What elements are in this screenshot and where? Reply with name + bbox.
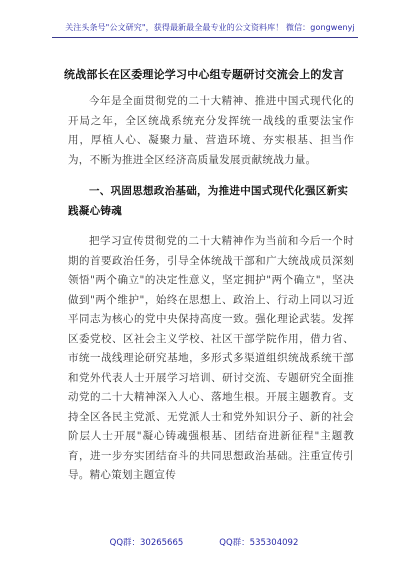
document-title: 统战部长在区委理论学习中心组专题研讨交流会上的发言 (64, 68, 344, 81)
footer-qq-group-1: QQ群：30265665 (109, 538, 184, 548)
footer (0, 536, 408, 548)
section-1-paragraph: 把学习宣传贯彻党的二十大精神作为当前和今后一个时期的首要政治任务，引导全体统战干部和广大统战成员深刻领悟"两个确立"的决定性意义，坚定拥护"两个确立"，坚决做到"两个维护"，始终在思想上、政治上、行动上同以习近平同志为核心的党中央保持高度一致。强化理论武装。发挥区委党校、区社会主义学校、社区干部学院作用，借力省、市统一战线理论研究基地，多形式多渠道组织统战系统干部和党外代表人士开展学习培训、研讨交流、专题研究全面推动党的二十大精神深入人心、落地生根。开展主题教育。支持全区各民主党派、无党派人士和党外知识分子、新的社会阶层人士开展"凝心铸魂强根基、团结奋进新征程"主题教育，进一步夯实团结奋斗的共同思想政治基础。注重宣传引导。精心策划主题宣传 (68, 235, 354, 481)
header-divider (52, 37, 358, 38)
intro-paragraph: 今年是全面贯彻党的二十大精神、推进中国式现代化的开局之年，全区统战系统充分发挥统一战线的重要法宝作用，厚植人心、凝聚力量、营造环境、夯实根基、担当作为，不断为推进全区经济高质量发展贡献统战力量。 (68, 95, 354, 166)
header-banner: 关注头条号"公文研究"，获得最新最全最专业的公文资料库！ 微信：gongwenyj (65, 23, 355, 32)
section-heading-1: 一、巩固思想政治基础，为推进中国式现代化强区新实践凝心铸魂 (68, 185, 349, 217)
footer-qq-group-2: QQ群：535304092 (219, 538, 299, 548)
